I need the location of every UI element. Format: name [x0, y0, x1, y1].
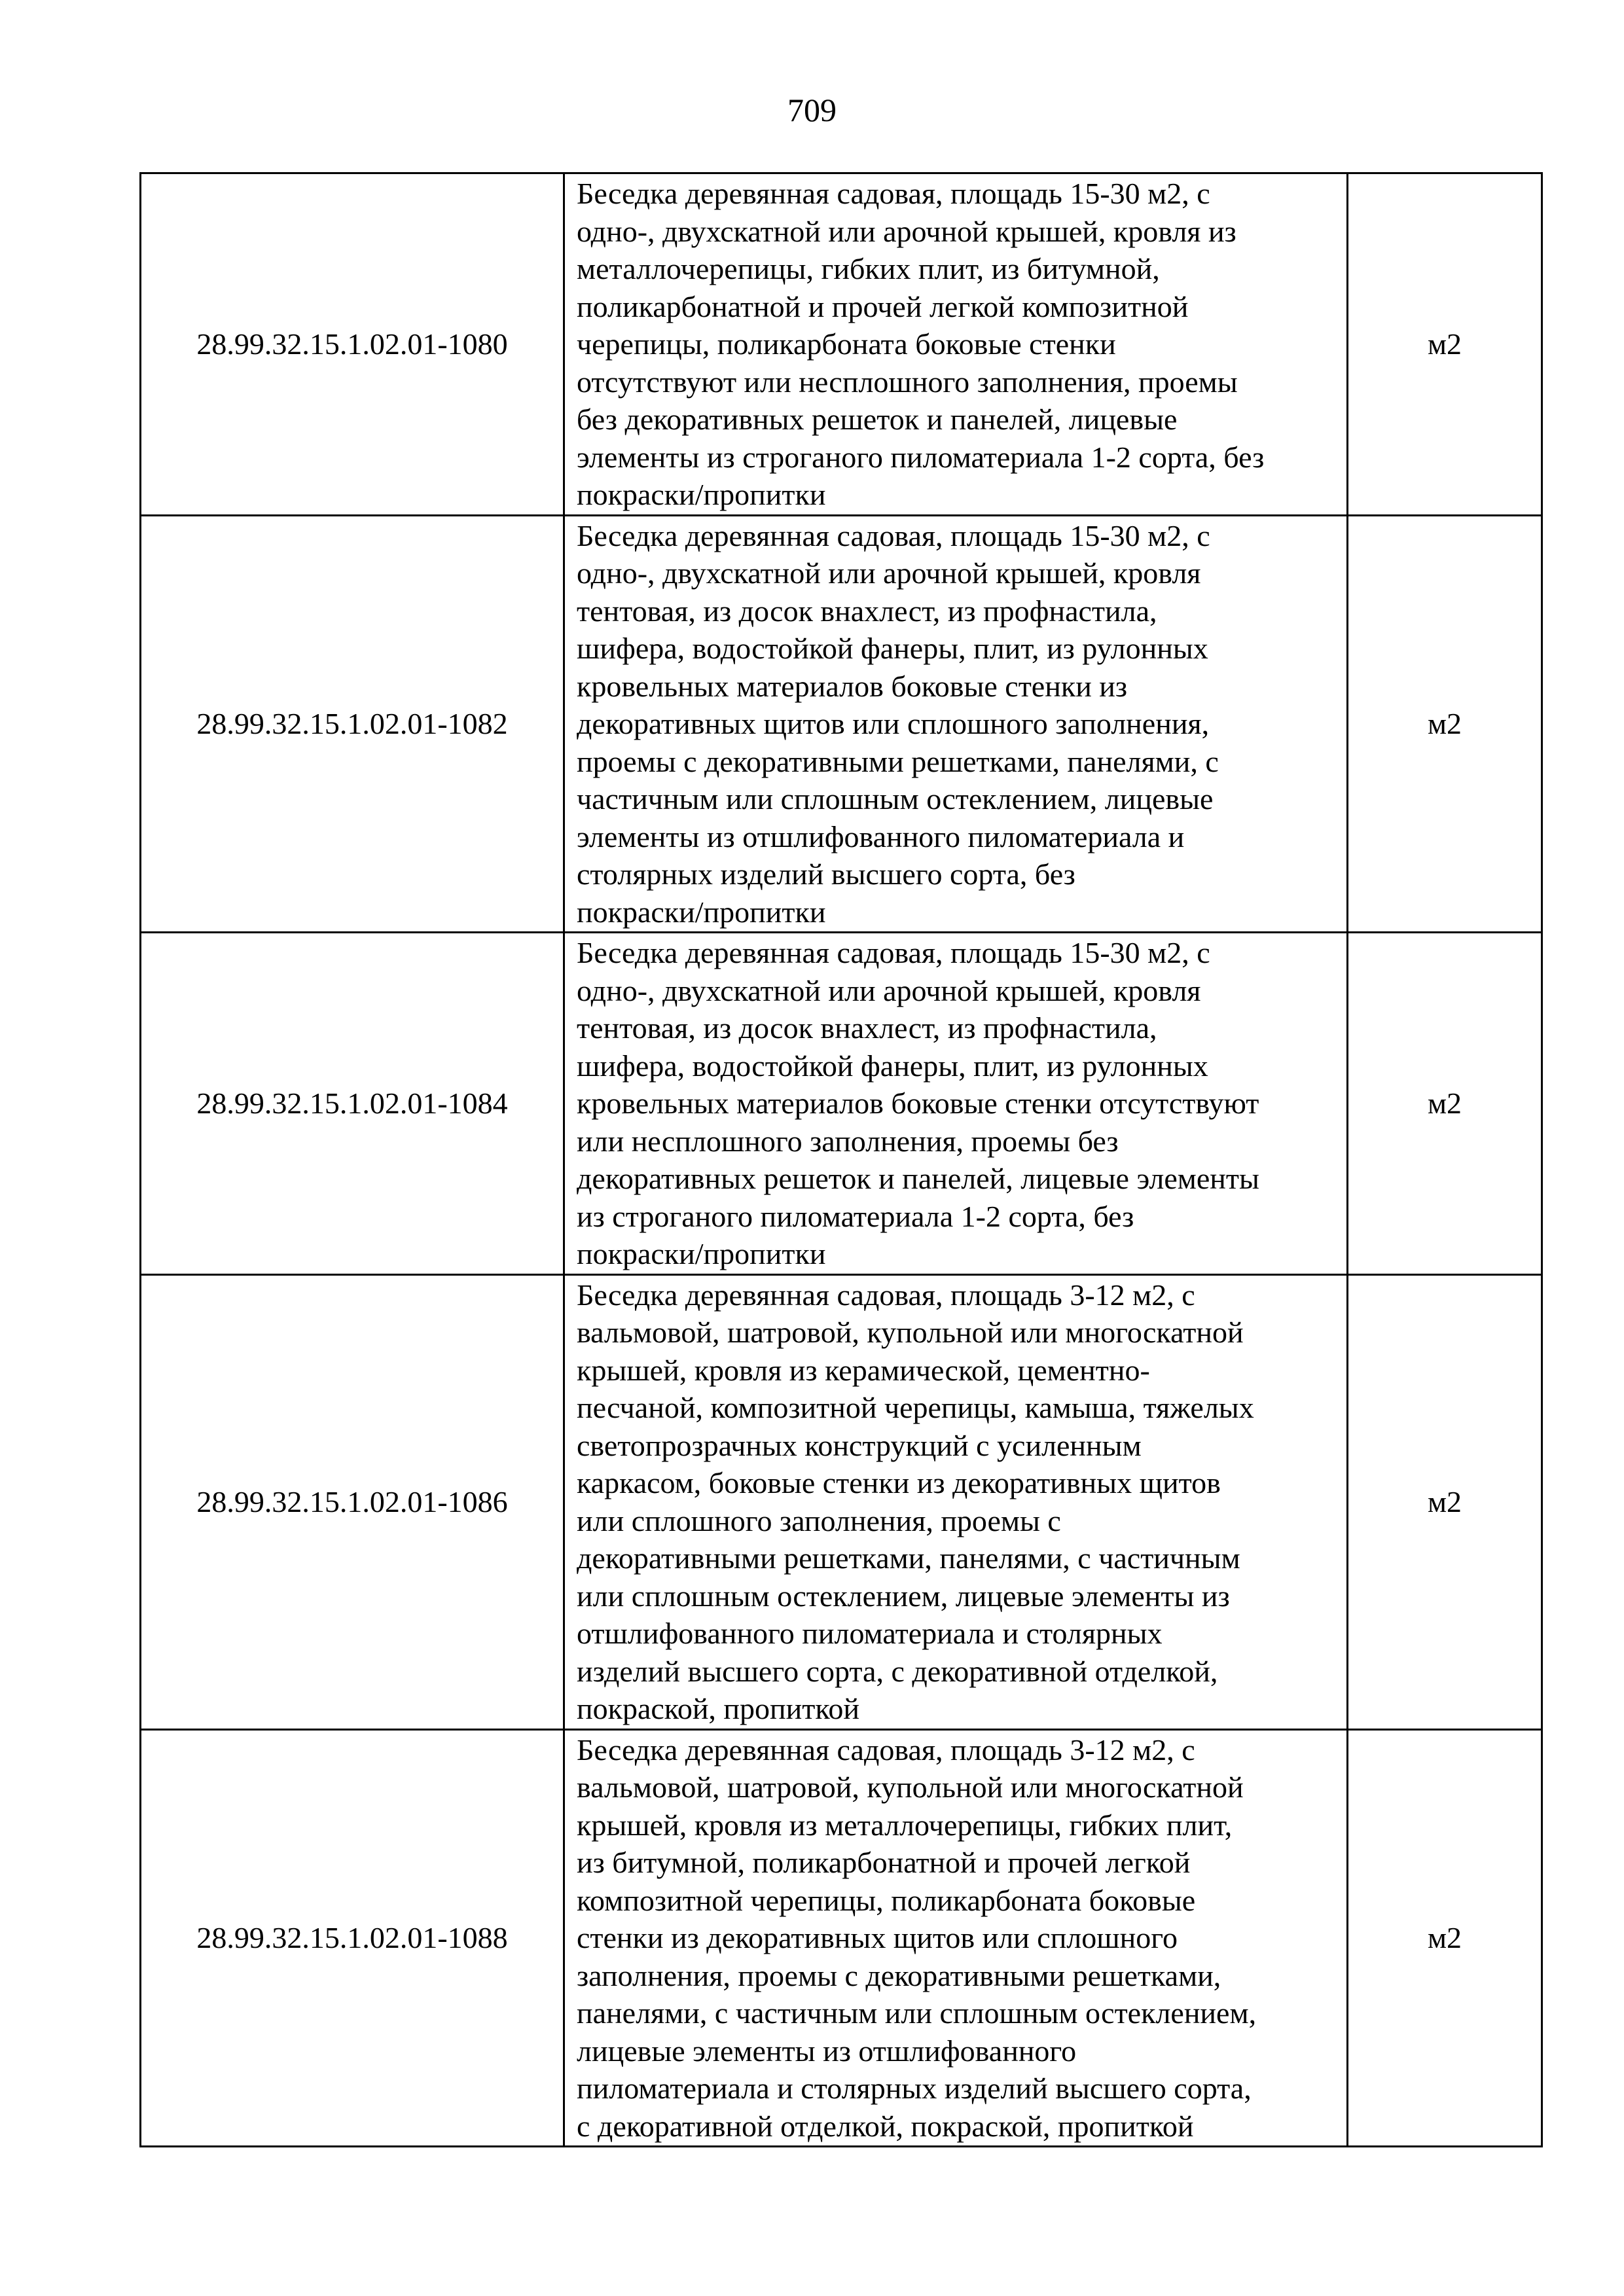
resource-description: Беседка деревянная садовая, площадь 3-12 м2, с вальмовой, шатровой, купольной или многоскатной крышей, кровля из металлочерепицы, гибких плит, из битумной, поликарбонатной и прочей легкой композитной черепицы, поликарбоната боковые стенки из декоративных щитов или сплошного заполнения, проемы с декоративными решетками, панелями, с частичным или сплошным остеклением, лицевые элементы из отшлифованного пиломатериала и столярных изделий высшего сорта, с декоративной отделкой, покраской, пропиткой: [564, 1729, 1348, 2147]
resource-code: 28.99.32.15.1.02.01-1088: [141, 1729, 564, 2147]
unit-of-measure: м2: [1348, 933, 1542, 1275]
table-row: [141, 515, 1542, 933]
table-row: [141, 1729, 1542, 2147]
resource-description: Беседка деревянная садовая, площадь 15-30 м2, с одно-, двухскатной или арочной крышей, кровля тентовая, из досок внахлест, из профнастила, шифера, водостойкой фанеры, плит, из рулонных кровельных материалов боковые стенки отсутствуют или несплошного заполнения, проемы без декоративных решеток и панелей, лицевые элементы из строганого пиломатериала 1-2 сорта, без покраски/пропитки: [564, 933, 1348, 1275]
unit-of-measure: м2: [1348, 1274, 1542, 1729]
resource-description: Беседка деревянная садовая, площадь 15-30 м2, с одно-, двухскатной или арочной крышей, кровля из металлочерепицы, гибких плит, из битумной, поликарбонатной и прочей легкой композитной черепицы, поликарбоната боковые стенки отсутствуют или несплошного заполнения, проемы без декоративных решеток и панелей, лицевые элементы из строганого пиломатериала 1-2 сорта, без покраски/пропитки: [564, 173, 1348, 516]
table-row: [141, 173, 1542, 516]
resource-code: 28.99.32.15.1.02.01-1084: [141, 933, 564, 1275]
resource-code: 28.99.32.15.1.02.01-1082: [141, 515, 564, 933]
price-table: [139, 172, 1543, 2147]
resource-description: Беседка деревянная садовая, площадь 3-12 м2, с вальмовой, шатровой, купольной или многоскатной крышей, кровля из керамической, цементно- песчаной, композитной черепицы, камыша, тяжелых светопрозрачных конструкций с усиленным каркасом, боковые стенки из декоративных щитов или сплошного заполнения, проемы с декоративными решетками, панелями, с частичным или сплошным остеклением, лицевые элементы из отшлифованного пиломатериала и столярных изделий высшего сорта, с декоративной отделкой, покраской, пропиткой: [564, 1274, 1348, 1729]
resource-code: 28.99.32.15.1.02.01-1086: [141, 1274, 564, 1729]
resource-code: 28.99.32.15.1.02.01-1080: [141, 173, 564, 516]
table-row: [141, 1274, 1542, 1729]
table-row: [141, 933, 1542, 1275]
unit-of-measure: м2: [1348, 515, 1542, 933]
unit-of-measure: м2: [1348, 1729, 1542, 2147]
unit-of-measure: м2: [1348, 173, 1542, 516]
page-number: 709: [787, 92, 837, 128]
resource-description: Беседка деревянная садовая, площадь 15-30 м2, с одно-, двухскатной или арочной крышей, кровля тентовая, из досок внахлест, из профнастила, шифера, водостойкой фанеры, плит, из рулонных кровельных материалов боковые стенки из декоративных щитов или сплошного заполнения, проемы с декоративными решетками, панелями, с частичным или сплошным остеклением, лицевые элементы из отшлифованного пиломатериала и столярных изделий высшего сорта, без покраски/пропитки: [564, 515, 1348, 933]
